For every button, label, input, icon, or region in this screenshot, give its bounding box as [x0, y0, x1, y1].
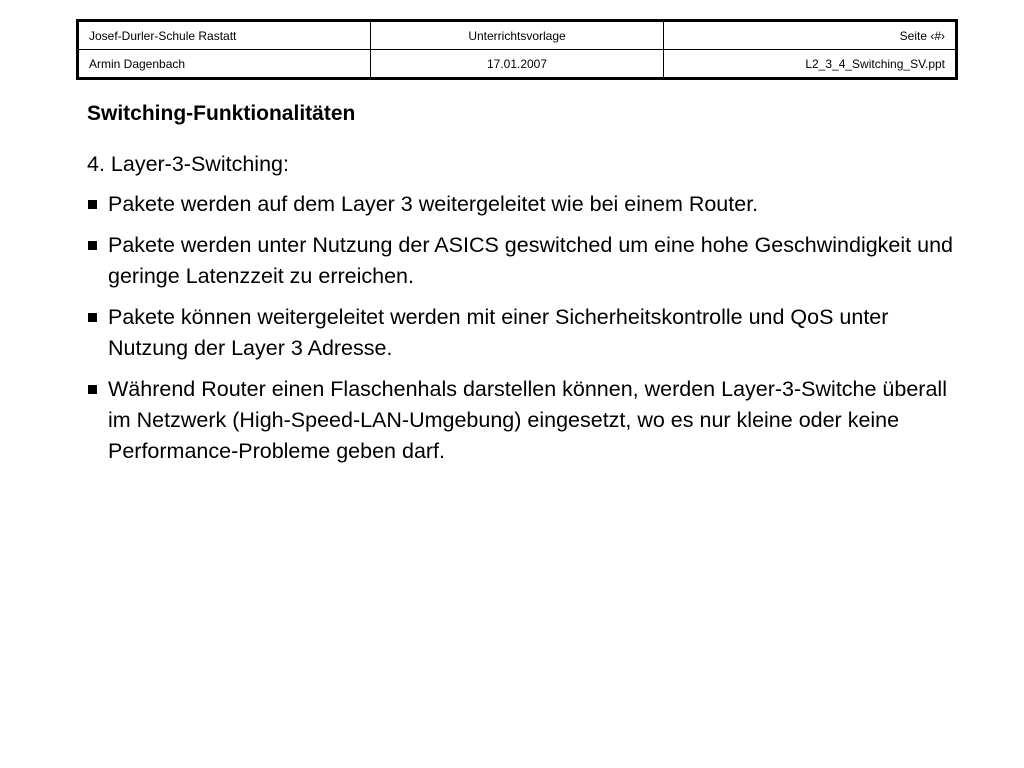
header-school-name: Josef-Durler-Schule Rastatt — [78, 21, 371, 50]
square-bullet-icon — [88, 241, 97, 250]
bullet-list — [87, 189, 957, 467]
header-author: Armin Dagenbach — [78, 50, 371, 79]
header-table — [76, 19, 958, 80]
bullet-text: Pakete werden auf dem Layer 3 weitergeleitet wie bei einem Router. — [108, 192, 759, 216]
square-bullet-icon — [88, 200, 97, 209]
bullet-text: Während Router einen Flaschenhals darstellen können, werden Layer-3-Switche überall im Netzwerk (High-Speed-LAN-Umgebung) eingesetzt, wo es nur kleine oder keine Performance-Probleme geben darf. — [108, 377, 947, 463]
header-document-type: Unterrichtsvorlage — [371, 21, 664, 50]
header-filename: L2_3_4_Switching_SV.ppt — [664, 50, 957, 79]
square-bullet-icon — [88, 313, 97, 322]
header-row-author — [78, 50, 957, 79]
header-page-number: Seite ‹#› — [664, 21, 957, 50]
bullet-item — [87, 189, 957, 220]
square-bullet-icon — [88, 385, 97, 394]
slide-content — [87, 149, 957, 477]
slide-title: Switching-Funktionalitäten — [87, 102, 356, 125]
bullet-text: Pakete werden unter Nutzung der ASICS geswitched um eine hohe Geschwindigkeit und geringe Latenzzeit zu erreichen. — [108, 233, 953, 288]
bullet-item — [87, 302, 957, 364]
header-date: 17.01.2007 — [371, 50, 664, 79]
bullet-text: Pakete können weitergeleitet werden mit einer Sicherheitskontrolle und QoS unter Nutzung der Layer 3 Adresse. — [108, 305, 889, 360]
header-row-school — [78, 21, 957, 50]
bullet-item — [87, 230, 957, 292]
bullet-item — [87, 374, 957, 467]
section-heading: 4. Layer-3-Switching: — [87, 152, 289, 176]
